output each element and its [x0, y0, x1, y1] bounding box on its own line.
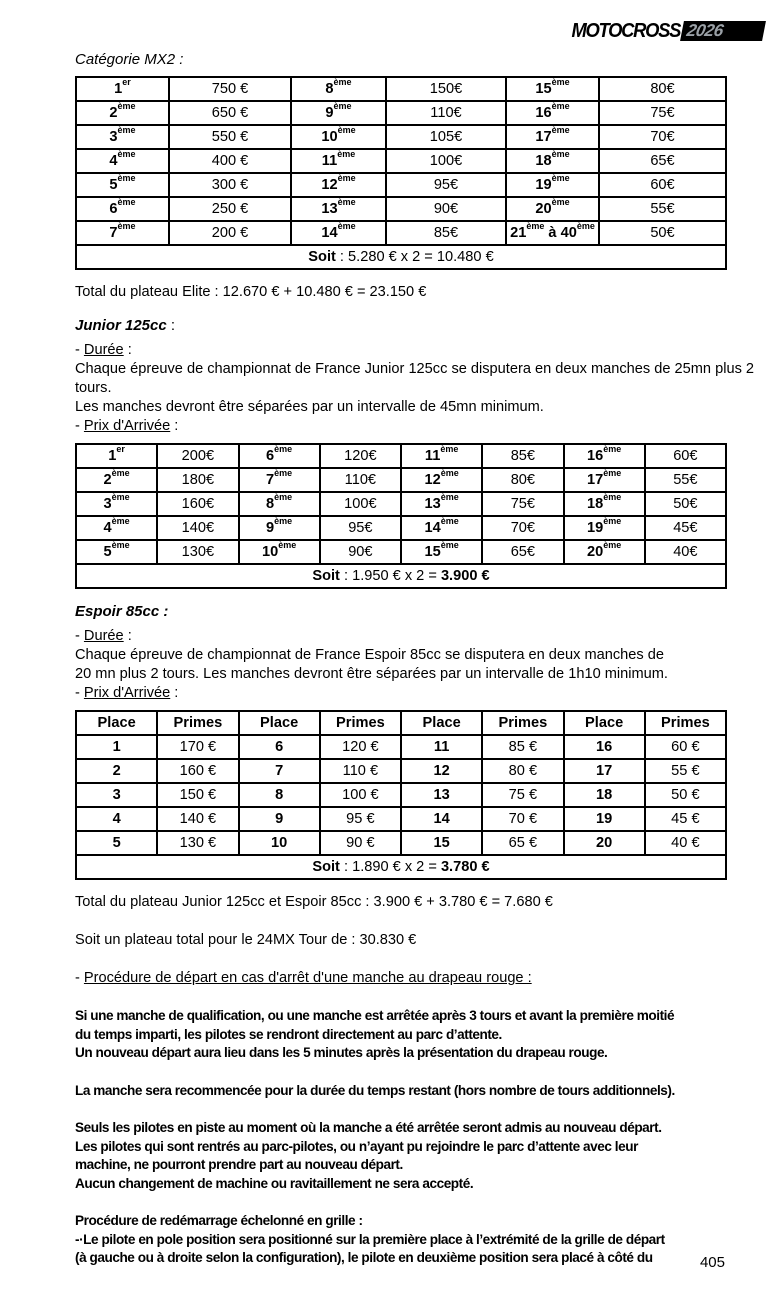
- prize-cell: 55€: [599, 197, 726, 221]
- position-cell: 7ème: [76, 221, 169, 245]
- position-cell: 13ème: [401, 492, 482, 516]
- position-cell: 20: [564, 831, 645, 855]
- prize-cell: 250 €: [169, 197, 291, 221]
- table-row: [76, 807, 726, 831]
- text-run: Junior 125cc: [75, 317, 167, 334]
- position-cell: 17ème: [506, 125, 599, 149]
- prize-cell: 75€: [599, 101, 726, 125]
- text-run: Soit: [308, 249, 336, 265]
- text-run: Espoir 85cc :: [75, 603, 169, 620]
- table-footer-row: [76, 564, 726, 588]
- mx2-prize-table: [75, 76, 727, 270]
- prize-cell: 85€: [386, 221, 506, 245]
- position-cell: 3ème: [76, 125, 169, 149]
- espoir-duree-text: Chaque épreuve de championnat de France Espoir 85cc se disputera en deux manches de 20 mn plus 2 tours. Les manches devront être séparées par un intervalle de 1h10 minimum.: [75, 647, 668, 682]
- position-cell: 6ème: [76, 197, 169, 221]
- year-text: 2026: [685, 21, 725, 40]
- position-cell: 1er: [76, 444, 157, 468]
- position-cell: 10ème: [239, 540, 320, 564]
- text-run: -: [75, 418, 84, 434]
- prize-cell: 75 €: [482, 783, 563, 807]
- position-cell: 15ème: [401, 540, 482, 564]
- prize-cell: 100€: [386, 149, 506, 173]
- table-total-cell: [76, 245, 726, 269]
- position-cell: 10: [239, 831, 320, 855]
- procedure-para-2: La manche sera recommencée pour la durée du temps restant (hors nombre de tours additionnels).: [75, 1082, 675, 1098]
- prize-cell: 650 €: [169, 101, 291, 125]
- position-cell: 13: [401, 783, 482, 807]
- position-cell: 13ème: [291, 197, 386, 221]
- prize-cell: 110 €: [320, 759, 401, 783]
- position-cell: 3ème: [76, 492, 157, 516]
- prize-cell: 95€: [320, 516, 401, 540]
- position-cell: 7ème: [239, 468, 320, 492]
- position-cell: 9ème: [291, 101, 386, 125]
- text-run: :: [170, 418, 179, 434]
- prize-cell: 100€: [320, 492, 401, 516]
- column-header: Primes: [157, 711, 238, 735]
- text-run: Durée: [83, 342, 124, 358]
- position-cell: 5: [76, 831, 157, 855]
- position-cell: 11ème: [401, 444, 482, 468]
- position-cell: 12ème: [291, 173, 386, 197]
- prize-cell: 90 €: [320, 831, 401, 855]
- position-cell: 11ème: [291, 149, 386, 173]
- text-run: Procédure de départ en cas d'arrêt d'une manche au drapeau rouge :: [83, 970, 532, 986]
- brand-logo-text: MOTOCROSS: [571, 19, 680, 42]
- position-cell: 20ème: [564, 540, 645, 564]
- position-cell: 6ème: [239, 444, 320, 468]
- position-cell: 15: [401, 831, 482, 855]
- position-cell: 14ème: [401, 516, 482, 540]
- prize-cell: 95€: [386, 173, 506, 197]
- prize-cell: 65€: [599, 149, 726, 173]
- prize-cell: 180€: [157, 468, 238, 492]
- procedure-para-1: Si une manche de qualification, ou une manche est arrêtée après 3 tours et avant la première moitié du temps imparti, les pilotes se rendront directement au parc d’attente. Un nouveau départ aura lieu dans les 5 minutes après la présentation du drapeau rouge.: [75, 1008, 675, 1060]
- prize-cell: 70€: [482, 516, 563, 540]
- motocross-2026-logo: [562, 20, 764, 42]
- table-total-cell: [76, 564, 726, 588]
- position-cell: 4: [76, 807, 157, 831]
- position-cell: 19ème: [506, 173, 599, 197]
- column-header: Primes: [482, 711, 563, 735]
- junior-prize-table: [75, 443, 727, 589]
- position-cell: 12ème: [401, 468, 482, 492]
- table-row: [76, 759, 726, 783]
- prize-cell: 55 €: [645, 759, 726, 783]
- position-cell: 19: [564, 807, 645, 831]
- position-cell: 14: [401, 807, 482, 831]
- prize-cell: 200€: [157, 444, 238, 468]
- position-cell: 21ème à 40ème: [506, 221, 599, 245]
- position-cell: 18: [564, 783, 645, 807]
- position-cell: 8ème: [291, 77, 386, 101]
- mx2-heading: [75, 50, 725, 69]
- prize-cell: 50€: [599, 221, 726, 245]
- prize-cell: 60€: [599, 173, 726, 197]
- text-run: : 1.890 € x 2 =: [339, 859, 441, 875]
- prize-cell: 50€: [645, 492, 726, 516]
- procedure-depart-label: [75, 969, 725, 988]
- espoir-prize-table: [75, 710, 727, 880]
- redemarrage-para: Procédure de redémarrage échelonné en grille : -·Le pilote en pole position sera positionné sur la première place à l’extrémité de la grille de départ (à gauche ou à droite selon la configuration), le pilote en deuxième position sera placé à côté du: [75, 1213, 665, 1265]
- text-run: :: [123, 628, 132, 644]
- table-row: [76, 77, 726, 101]
- prize-cell: 120€: [320, 444, 401, 468]
- prize-cell: 160 €: [157, 759, 238, 783]
- position-cell: 10ème: [291, 125, 386, 149]
- position-cell: 18ème: [506, 149, 599, 173]
- table-row: [76, 831, 726, 855]
- table-row: [76, 516, 726, 540]
- prize-cell: 90€: [320, 540, 401, 564]
- plateau-total: Soit un plateau total pour le 24MX Tour de : 30.830 €: [75, 932, 417, 948]
- prize-cell: 110€: [386, 101, 506, 125]
- position-cell: 5ème: [76, 173, 169, 197]
- prize-cell: 85 €: [482, 735, 563, 759]
- prize-cell: 140 €: [157, 807, 238, 831]
- table-row: [76, 221, 726, 245]
- position-cell: 1: [76, 735, 157, 759]
- prize-cell: 130 €: [157, 831, 238, 855]
- prize-cell: 40 €: [645, 831, 726, 855]
- prize-cell: 400 €: [169, 149, 291, 173]
- text-run: Durée: [83, 628, 124, 644]
- table-footer-row: [76, 245, 726, 269]
- prize-cell: 65€: [482, 540, 563, 564]
- junior-prix-label: [75, 417, 725, 436]
- position-cell: 16ème: [564, 444, 645, 468]
- junior-espoir-total: Total du plateau Junior 125cc et Espoir 85cc : 3.900 € + 3.780 € = 7.680 €: [75, 894, 553, 910]
- position-cell: 16: [564, 735, 645, 759]
- table-header-row: [76, 711, 726, 735]
- text-run: :: [166, 317, 176, 334]
- column-header: Place: [564, 711, 645, 735]
- junior-duree-text: Chaque épreuve de championnat de France Junior 125cc se disputera en deux manches de 25mn plus 2 tours. Les manches devront être séparées par un intervalle de 45mn minimum.: [75, 361, 755, 415]
- table-row: [76, 540, 726, 564]
- position-cell: 14ème: [291, 221, 386, 245]
- prize-cell: 80 €: [482, 759, 563, 783]
- year-badge: [680, 21, 766, 41]
- position-cell: 17: [564, 759, 645, 783]
- table-footer-row: [76, 855, 726, 879]
- position-cell: 4ème: [76, 149, 169, 173]
- prize-cell: 70€: [599, 125, 726, 149]
- position-cell: 1er: [76, 77, 169, 101]
- position-cell: 15ème: [506, 77, 599, 101]
- position-cell: 2ème: [76, 101, 169, 125]
- text-run: Prix d'Arrivée: [83, 418, 171, 434]
- elite-total: Total du plateau Elite : 12.670 € + 10.480 € = 23.150 €: [75, 284, 427, 300]
- position-cell: 7: [239, 759, 320, 783]
- prize-cell: 110€: [320, 468, 401, 492]
- text-run: :: [170, 685, 179, 701]
- position-cell: 18ème: [564, 492, 645, 516]
- junior-duree-label: [75, 341, 725, 360]
- espoir-duree-label: [75, 627, 725, 646]
- table-row: [76, 149, 726, 173]
- prize-cell: 40€: [645, 540, 726, 564]
- text-run: : 1.950 € x 2 =: [339, 568, 441, 584]
- table-row: [76, 173, 726, 197]
- espoir-heading: [75, 602, 725, 621]
- prize-cell: 300 €: [169, 173, 291, 197]
- prize-cell: 100 €: [320, 783, 401, 807]
- text-run: : 5.280 € x 2 = 10.480 €: [335, 249, 494, 265]
- prize-cell: 75€: [482, 492, 563, 516]
- prize-cell: 80€: [599, 77, 726, 101]
- position-cell: 5ème: [76, 540, 157, 564]
- prize-cell: 550 €: [169, 125, 291, 149]
- table-row: [76, 783, 726, 807]
- prize-cell: 80€: [482, 468, 563, 492]
- column-header: Place: [401, 711, 482, 735]
- table-row: [76, 101, 726, 125]
- table-total-cell: [76, 855, 726, 879]
- position-cell: 4ème: [76, 516, 157, 540]
- column-header: Place: [239, 711, 320, 735]
- text-run: -: [75, 342, 84, 358]
- position-cell: 8ème: [239, 492, 320, 516]
- text-run: -: [75, 628, 84, 644]
- prize-cell: 50 €: [645, 783, 726, 807]
- column-header: Place: [76, 711, 157, 735]
- text-run: -: [75, 970, 84, 986]
- position-cell: 9ème: [239, 516, 320, 540]
- text-run: Soit: [312, 859, 340, 875]
- prize-cell: 60 €: [645, 735, 726, 759]
- prize-cell: 200 €: [169, 221, 291, 245]
- column-header: Primes: [320, 711, 401, 735]
- prize-cell: 95 €: [320, 807, 401, 831]
- prize-cell: 160€: [157, 492, 238, 516]
- column-header: Primes: [645, 711, 726, 735]
- text-run: Prix d'Arrivée: [83, 685, 171, 701]
- prize-cell: 120 €: [320, 735, 401, 759]
- espoir-prix-label: [75, 684, 725, 703]
- text-run: 3.900 €: [440, 568, 490, 584]
- prize-cell: 60€: [645, 444, 726, 468]
- text-run: 3.780 €: [440, 859, 490, 875]
- prize-cell: 85€: [482, 444, 563, 468]
- page-number: 405: [699, 1254, 725, 1271]
- prize-cell: 150€: [386, 77, 506, 101]
- position-cell: 19ème: [564, 516, 645, 540]
- table-row: [76, 468, 726, 492]
- table-row: [76, 197, 726, 221]
- position-cell: 17ème: [564, 468, 645, 492]
- table-row: [76, 125, 726, 149]
- table-row: [76, 735, 726, 759]
- prize-cell: 90€: [386, 197, 506, 221]
- text-run: Soit: [312, 568, 340, 584]
- prize-cell: 105€: [386, 125, 506, 149]
- prize-cell: 140€: [157, 516, 238, 540]
- prize-cell: 150 €: [157, 783, 238, 807]
- prize-cell: 750 €: [169, 77, 291, 101]
- table-row: [76, 492, 726, 516]
- prize-cell: 170 €: [157, 735, 238, 759]
- text-run: :: [123, 342, 132, 358]
- text-run: -: [75, 685, 84, 701]
- prize-cell: 45 €: [645, 807, 726, 831]
- text-run: Catégorie MX2 :: [75, 51, 184, 68]
- junior-heading: [75, 316, 725, 335]
- prize-cell: 45€: [645, 516, 726, 540]
- table-row: [76, 444, 726, 468]
- position-cell: 11: [401, 735, 482, 759]
- position-cell: 2ème: [76, 468, 157, 492]
- position-cell: 12: [401, 759, 482, 783]
- position-cell: 3: [76, 783, 157, 807]
- position-cell: 8: [239, 783, 320, 807]
- page-content: [75, 50, 755, 1268]
- position-cell: 20ème: [506, 197, 599, 221]
- position-cell: 2: [76, 759, 157, 783]
- procedure-para-3: Seuls les pilotes en piste au moment où la manche a été arrêtée seront admis au nouveau départ. Les pilotes qui sont rentrés au parc-pilotes, ou n’ayant pu rejoindre le parc d’attente avec leur machine, ne pourront prendre part au nouveau départ. Aucun changement de machine ou ravitaillement ne sera accepté.: [75, 1120, 662, 1191]
- position-cell: 9: [239, 807, 320, 831]
- prize-cell: 55€: [645, 468, 726, 492]
- prize-cell: 70 €: [482, 807, 563, 831]
- position-cell: 16ème: [506, 101, 599, 125]
- prize-cell: 65 €: [482, 831, 563, 855]
- prize-cell: 130€: [157, 540, 238, 564]
- position-cell: 6: [239, 735, 320, 759]
